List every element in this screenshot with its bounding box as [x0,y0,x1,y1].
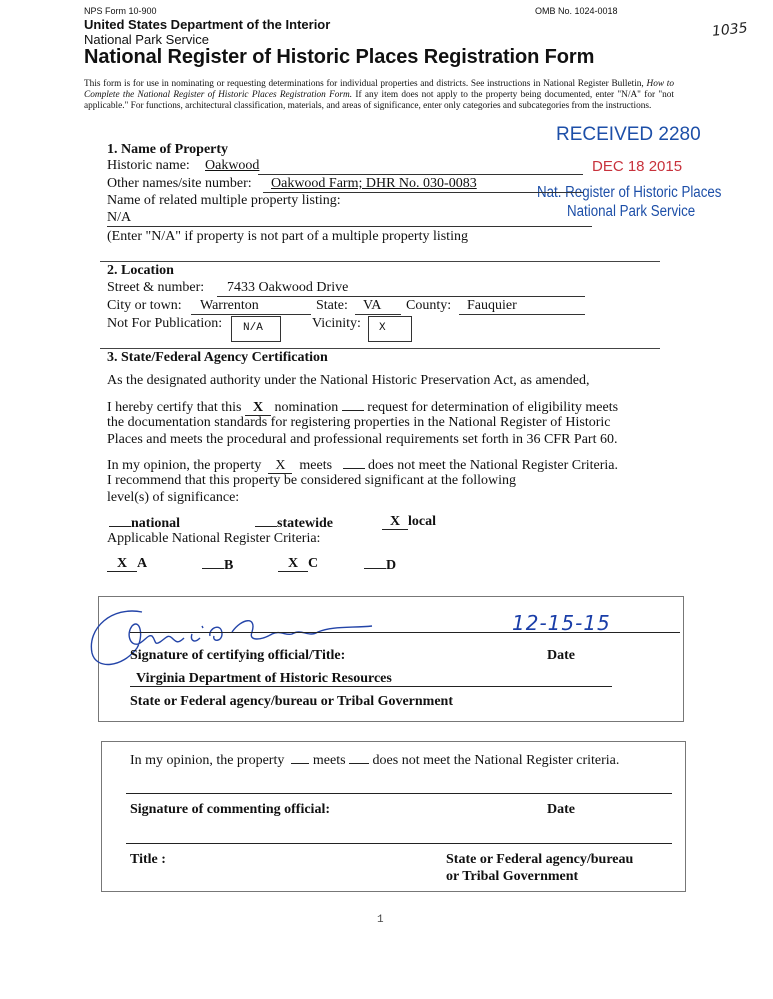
section2-heading: 2. Location [107,263,174,278]
not-for-publication-value: N/A [243,322,263,334]
historic-name-underline [258,174,583,175]
stamp-nps-line: National Park Service [567,203,696,220]
criterion-b-checkbox[interactable] [202,556,224,569]
statewide-checkbox[interactable] [255,514,277,527]
signature-date-value[interactable]: 12-15-15 [512,611,611,635]
state-label: State: [316,298,348,313]
meets-checkbox[interactable]: X [268,459,292,474]
city-label: City or town: [107,298,182,313]
recommend-line-2: level(s) of significance: [107,490,240,505]
date-label: Date [547,648,575,663]
multiple-listing-note: (Enter "N/A" if property is not part of a multiple property listing [107,229,468,244]
related-listing-underline [107,226,592,227]
national-checkbox[interactable] [109,514,131,527]
street-underline [217,296,585,297]
historic-name-label: Historic name: [107,158,190,173]
certify-line-3: Places and meets the procedural and professional requirements set forth in 36 CFR Part 60. [107,432,618,447]
commenting-title-line[interactable] [126,843,672,844]
section3-heading: 3. State/Federal Agency Certification [107,350,328,365]
commenting-title-label: Title : [130,852,166,867]
commenting-date-label: Date [547,802,575,817]
agency-value[interactable]: Virginia Department of Historic Resources [136,671,392,686]
request-checkbox[interactable] [342,398,364,411]
criterion-a-checkbox[interactable]: X [107,557,137,572]
street-value[interactable]: 7433 Oakwood Drive [227,280,349,295]
commenting-agency-label-2: or Tribal Government [446,869,579,884]
page-number: 1 [377,914,384,926]
commenting-opinion-line: In my opinion, the property meets does not meet the National Register criteria. [130,753,620,768]
does-not-meet-checkbox[interactable] [343,456,365,469]
section-divider [100,348,660,349]
related-listing-value[interactable]: N/A [107,210,132,225]
commenting-signature-label: Signature of commenting official: [130,802,330,817]
commenting-not-meet-checkbox[interactable] [349,751,369,764]
signature-image [82,598,382,676]
vicinity-value: X [379,322,386,334]
county-underline [459,314,585,315]
agency-underline [130,686,612,687]
agency-label: State or Federal agency/bureau or Tribal Government [130,694,454,709]
instructions: This form is for use in nominating or requesting determinations for individual properties and districts. See instructions in National Register Bulletin, How to Complete the National Register of Historic Places Registration Form. If any item does not apply to the property being documented, enter "N/A" for "not applicable." For functions, architectural classification, materials, and areas of significance, enter only categories and subcategories from the instructions. [84,79,675,112]
agency: National Park Service [84,32,209,47]
other-names-label: Other names/site number: [107,176,252,191]
related-listing-label: Name of related multiple property listing: [107,193,341,208]
level-national: national [109,514,180,532]
street-label: Street & number: [107,280,205,295]
criterion-d-checkbox[interactable] [364,556,386,569]
nomination-checkbox[interactable]: X [245,401,271,416]
recommend-line-1: I recommend that this property be considered significant at the following [107,473,516,488]
not-for-publication-label: Not For Publication: [107,316,223,331]
page-title: National Register of Historic Places Registration Form [84,46,595,68]
authority-text: As the designated authority under the National Historic Preservation Act, as amended, [107,373,590,388]
state-underline [355,314,401,315]
criterion-a: X A [107,556,147,572]
commenting-signature-line[interactable] [126,793,672,794]
certify-line-2: the documentation standards for registering properties in the National Register of Historic [107,415,611,430]
level-local: X local [382,514,436,530]
criterion-b: B [202,556,233,574]
city-value[interactable]: Warrenton [200,298,259,313]
other-names-value[interactable]: Oakwood Farm; DHR No. 030-0083 [271,176,477,191]
county-label: County: [406,298,452,313]
certify-line: I hereby certify that this X nomination request for determination of eligibility meets [107,400,619,415]
vicinity-label: Vicinity: [312,316,361,331]
form-number: NPS Form 10-900 [84,6,157,16]
received-date-stamp: DEC 18 2015 [592,158,683,175]
received-stamp: RECEIVED 2280 [556,124,701,145]
criterion-d: D [364,556,396,574]
county-value[interactable]: Fauquier [467,298,517,313]
omb-number: OMB No. 1024-0018 [535,6,618,16]
historic-name-value[interactable]: Oakwood [205,158,260,173]
city-underline [191,314,311,315]
department: United States Department of the Interior [84,17,331,32]
local-checkbox[interactable]: X [382,515,408,530]
section-divider [100,261,660,262]
commenting-meets-checkbox[interactable] [291,751,309,764]
handwritten-number: 1035 [711,20,749,40]
criterion-c: X C [278,556,318,572]
signature-label: Signature of certifying official/Title: [130,648,346,663]
commenting-agency-label-1: State or Federal agency/bureau [446,852,634,867]
criterion-c-checkbox[interactable]: X [278,557,308,572]
criteria-label: Applicable National Register Criteria: [107,531,321,546]
opinion-line: In my opinion, the property X meets does not meet the National Register Criteria. [107,458,619,473]
section1-heading: 1. Name of Property [107,142,229,157]
vicinity-box[interactable] [368,316,412,342]
not-for-publication-box[interactable] [231,316,281,342]
level-statewide: statewide [255,514,333,532]
state-value[interactable]: VA [363,298,382,313]
stamp-register-line: Nat. Register of Historic Places [537,184,722,201]
